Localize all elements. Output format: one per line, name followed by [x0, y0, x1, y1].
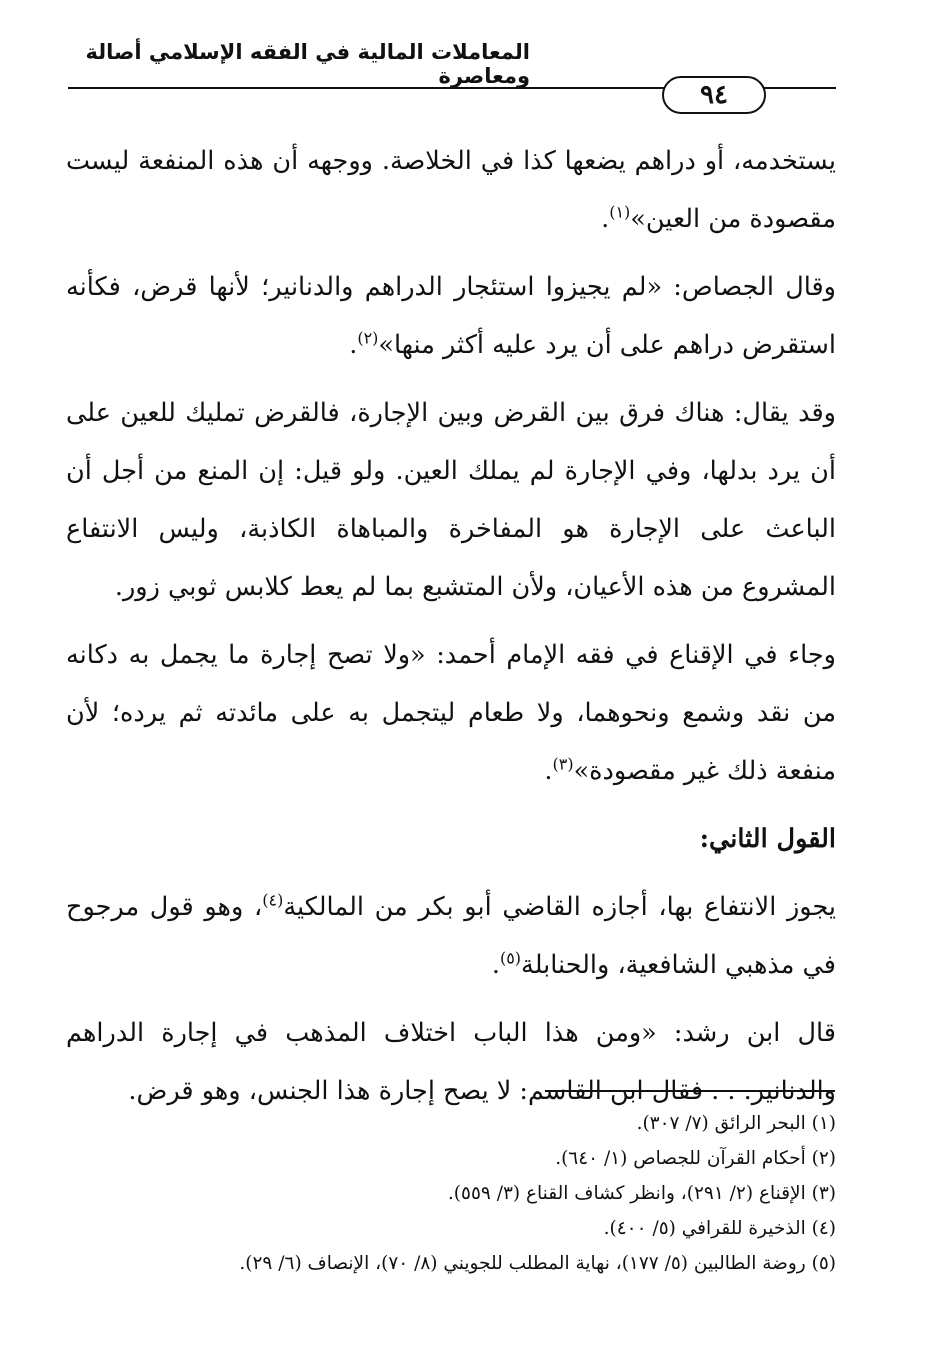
footnotes [66, 1106, 836, 1281]
paragraph-text: وقد يقال: هناك فرق بين القرض وبين الإجارة، فالقرض تمليك للعين على أن يرد بدلها، وفي الإجارة لم يملك العين. ولو قيل: إن المنع من أجل أن الباعث على الإجارة هو المفاخرة والمباهاة الكاذبة، وليس الانتفاع المشروع من هذه الأعيان، ولأن المتشبع بما لم يعط كلابس ثوبي زور. [66, 398, 836, 602]
footnote-separator [545, 1090, 835, 1092]
footnote-ref: (٤) [262, 890, 284, 910]
footnote-5: (٥) روضة الطالبين (٥/ ١٧٧)، نهاية المطلب للجويني (٨/ ٧٠)، الإنصاف (٦/ ٢٩). [239, 1253, 836, 1274]
footnote-1: (١) البحر الرائق (٧/ ٣٠٧). [636, 1113, 836, 1134]
running-title: المعاملات المالية في الفقه الإسلامي أصالة ومعاصرة [85, 40, 530, 88]
footnote-2: (٢) أحكام القرآن للجصاص (١/ ٦٤٠). [555, 1148, 836, 1169]
paragraph-2 [66, 258, 836, 374]
paragraph-text: يجوز الانتفاع بها، أجازه القاضي أبو بكر من المالكية [283, 892, 837, 922]
footnote-ref: (١) [609, 202, 631, 222]
paragraph-text: وجاء في الإقناع في فقه الإمام أحمد: «ولا تصح إجارة ما يجمل به دكانه من نقد وشمع ونحوهما، ولا طعام ليتجمل به على مائدته ثم يرده؛ لأن منفعة ذلك غير مقصودة» [66, 640, 836, 786]
footnote-4: (٤) الذخيرة للقرافي (٥/ ٤٠٠). [603, 1218, 836, 1239]
paragraph-tail: . [544, 756, 553, 786]
paragraph-text: وقال الجصاص: «لم يجيزوا استئجار الدراهم والدنانير؛ لأنها قرض، فكأنه استقرض دراهم على أن يرد عليه أكثر منها» [66, 272, 836, 360]
paragraph-1 [66, 132, 836, 248]
paragraph-text: يستخدمه، أو دراهم يضعها كذا في الخلاصة. ووجهه أن هذه المنفعة ليست مقصودة من العين» [66, 146, 836, 234]
footnote-ref: (٥) [499, 948, 522, 968]
footnote-ref: (٣) [552, 754, 574, 774]
footnote-3: (٣) الإقناع (٢/ ٢٩١)، وانظر كشاف القناع (٣/ ٥٥٩). [447, 1183, 836, 1204]
page-number: ٩٤ [662, 76, 766, 114]
paragraph-6: قال ابن رشد: «ومن هذا الباب اختلاف المذهب في إجارة الدراهم والدنانير. . . فقال ابن القاسم: لا يصح إجارة هذا الجنس، وهو قرض. [66, 1018, 836, 1106]
paragraph-tail: . [349, 330, 358, 360]
paragraph-tail: . [491, 950, 500, 980]
section-subheading: القول الثاني: [699, 824, 836, 854]
paragraph-tail: . [601, 204, 610, 234]
paragraph-3 [66, 384, 836, 616]
paragraph-4 [66, 626, 836, 800]
paragraph-text: ، وهو قول مرجوح في مذهبي الشافعية، والحنابلة [66, 892, 836, 980]
main-text [66, 132, 836, 1130]
footnote-ref: (٢) [357, 328, 379, 348]
paragraph-5 [66, 878, 836, 994]
